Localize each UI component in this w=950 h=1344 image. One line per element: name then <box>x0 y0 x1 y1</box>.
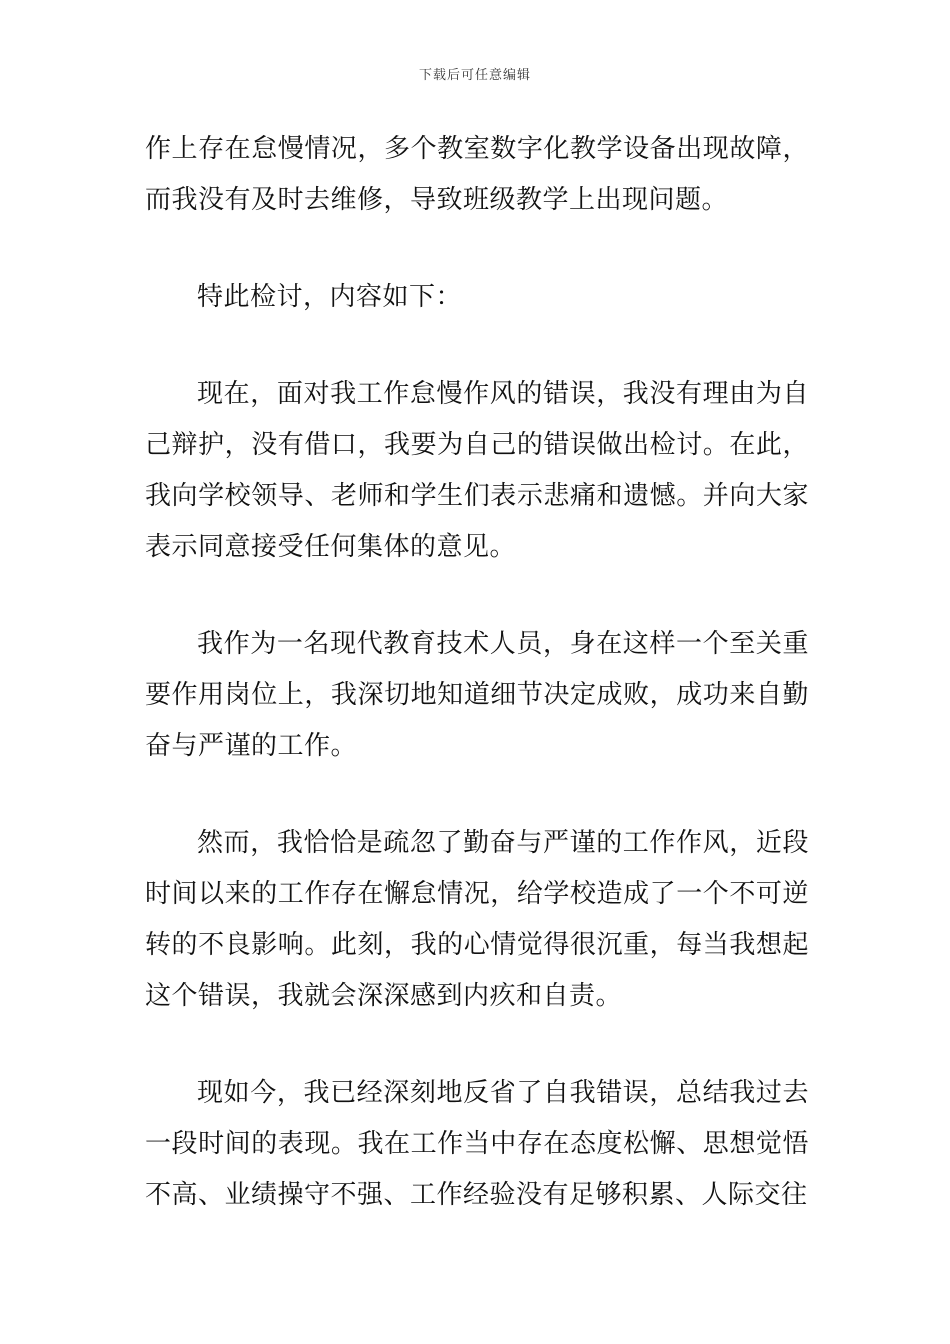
paragraph-apology: 现在，面对我工作怠慢作风的错误，我没有理由为自己辩护，没有借口，我要为自己的错误做出检讨。在此，我向学校领导、老师和学生们表示悲痛和遗憾。并向大家表示同意接受任何集体的意见。 <box>145 379 809 562</box>
header-note: 下载后可任意编辑 <box>418 68 531 83</box>
paragraph-negligence: 然而，我恰恰是疏忽了勤奋与严谨的工作作风，近段时间以来的工作存在懈怠情况，给学校造成了一个不可逆转的不良影响。此刻，我的心情觉得很沉重，每当我想起这个错误，我就会深深感到内疚和自责。 <box>145 828 809 1011</box>
paragraph-continuation: 作上存在怠慢情况，多个教室数字化教学设备出现故障，而我没有及时去维修，导致班级教学上出现问题。 <box>145 134 809 215</box>
paragraph-reflection: 现如今，我已经深刻地反省了自我错误，总结我过去一段时间的表现。我在工作当中存在态度松懈、思想觉悟不高、业绩操守不强、工作经验没有足够积累、人际交往 <box>145 1078 809 1210</box>
document-body <box>145 124 809 1267</box>
paragraph-intro: 特此检讨，内容如下： <box>197 282 463 312</box>
paragraph-role: 我作为一名现代教育技术人员，身在这样一个至关重要作用岗位上，我深切地知道细节决定成败，成功来自勤奋与严谨的工作。 <box>145 629 809 761</box>
